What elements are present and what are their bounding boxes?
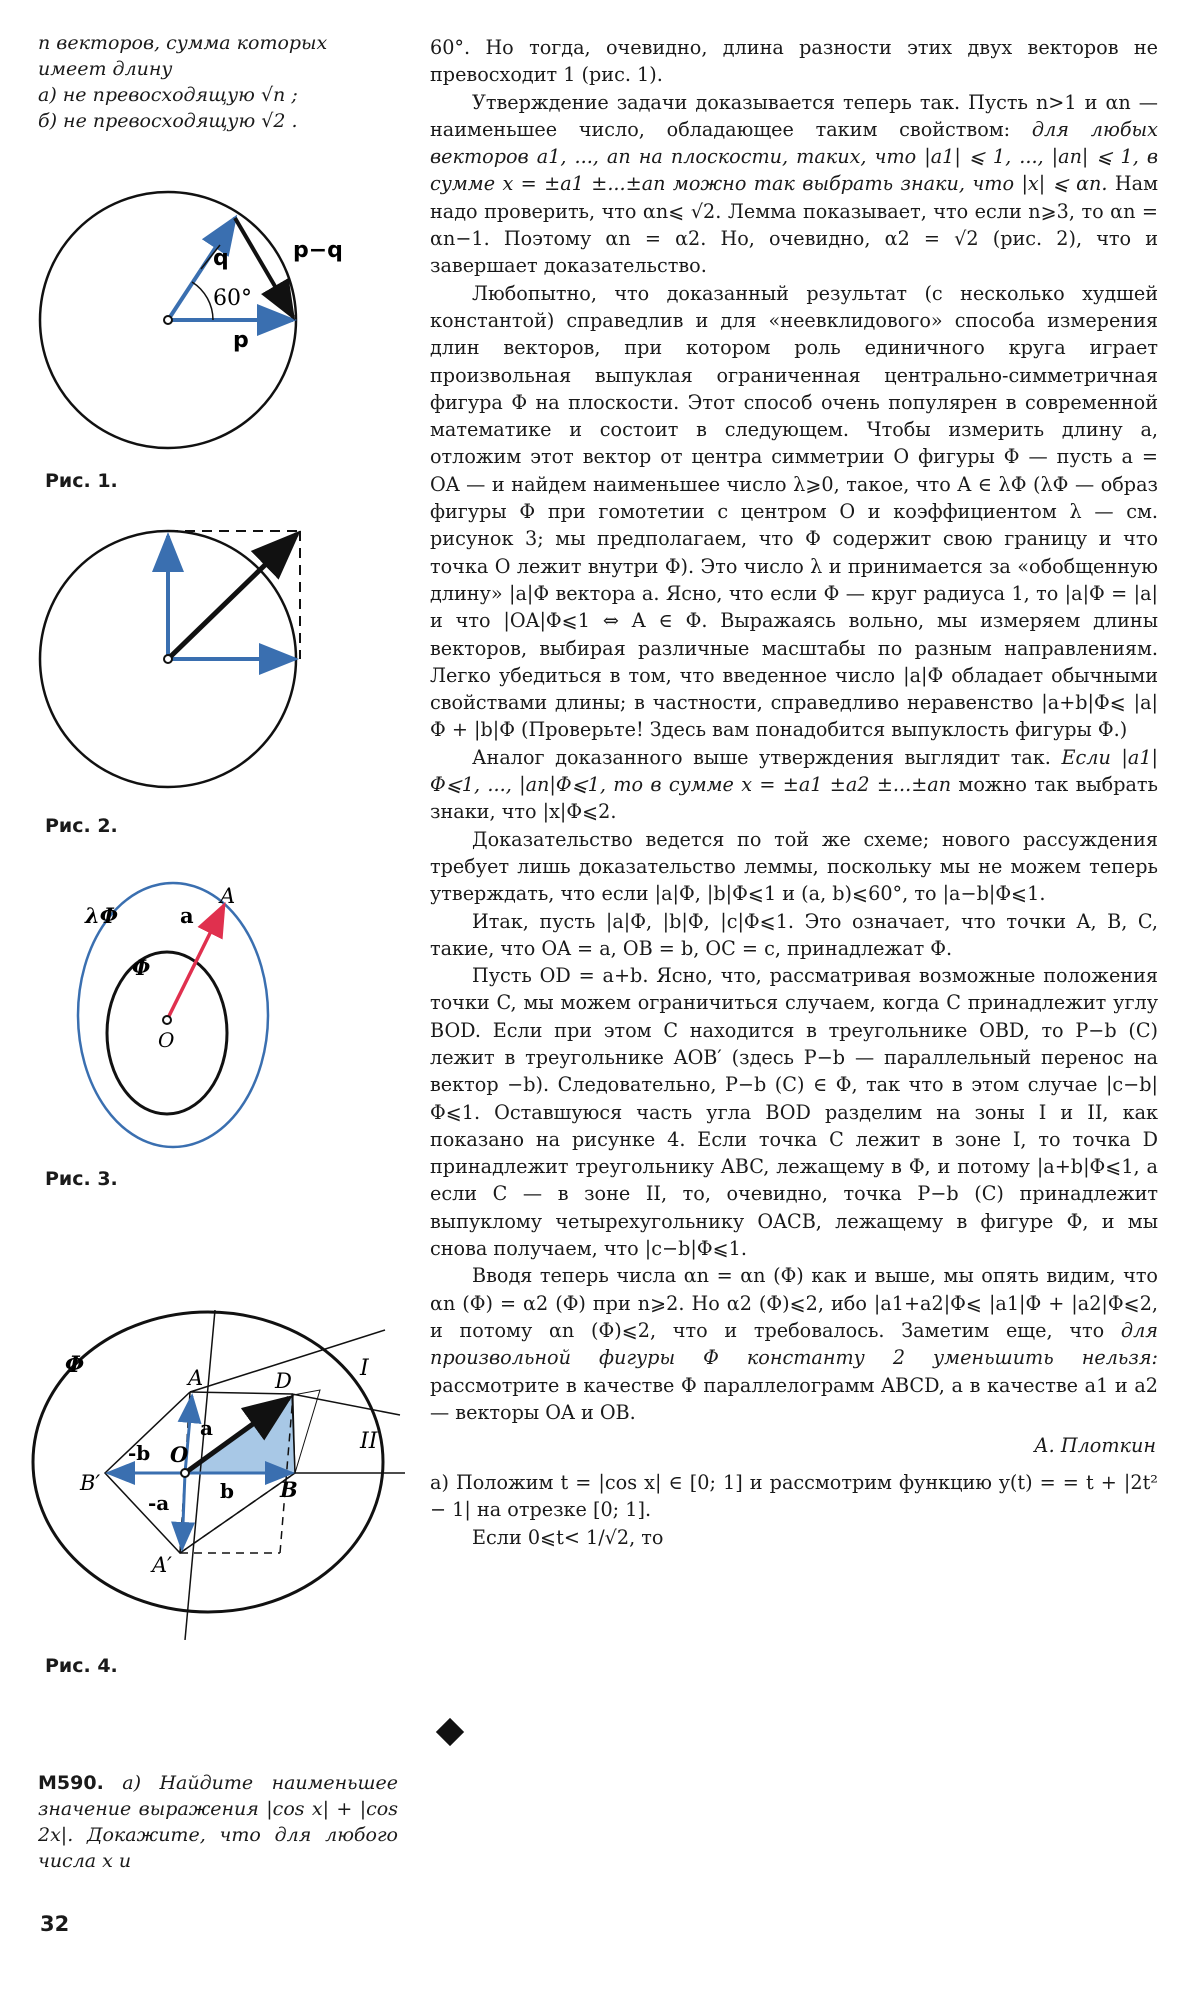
- label-lambda-phi: λΦ: [85, 903, 119, 928]
- label-A: A: [188, 1366, 204, 1390]
- page-number: 32: [40, 1912, 70, 1936]
- paragraph-6: Итак, пусть |a|Φ, |b|Φ, |c|Φ⩽1. Это означает, что точки A, B, C, такие, что OA = a, OB = b, OC = c, принадлежат Φ.: [430, 909, 1158, 960]
- problem-m590: [38, 1770, 398, 1874]
- paragraph-8: Вводя теперь числа αn = αn (Φ) как и выше, мы опять видим, что αn (Φ) = α2 (Φ) при n⩾2. Но α2 (Φ)⩽2, ибо |a1+a2|Φ⩽ |a1|Φ + |a2|Φ⩽2, и потому αn (Φ)⩽2, что и требовалось. Заметим еще, что для произвольной фигуры Φ константу 2 уменьшить нельзя: рассмотрите в качестве Φ параллелограмм ABCD, а в качестве a1 и a2 — векторы OA и OB.: [430, 1264, 1158, 1424]
- intro-line-2: имеет длину: [38, 58, 173, 80]
- label-O: O: [170, 1442, 189, 1467]
- figure-4: [30, 1310, 415, 1640]
- author-signature: А. Плоткин: [1034, 1434, 1156, 1458]
- paragraph-5: Доказательство ведется по той же схеме; нового рассуждения требует лишь доказательство леммы, поскольку мы не можем теперь утверждать, что если |a|Φ, |b|Φ⩽1 и (a, b)⩽60°, то |a−b|Φ⩽1.: [430, 827, 1158, 906]
- label-phi: Φ: [65, 1352, 85, 1378]
- label-II: II: [360, 1429, 378, 1454]
- label-A: A: [220, 884, 236, 908]
- figure-2: [35, 520, 395, 790]
- caption-fig2: Рис. 2.: [45, 815, 118, 837]
- intro-item-b: б) не превосходящую √2 .: [38, 110, 298, 132]
- paragraph-2: Утверждение задачи доказывается теперь так. Пусть n>1 и αn — наименьшее число, обладающее таким свойством: для любых векторов a1, ..., an на плоскости, таких, что |a1| ⩽ 1, ..., |an| ⩽ 1, в сумме x = ±a1 ±...±an можно так выбрать знаки, что |x| ⩽ αn. Нам надо проверить, что αn⩽ √2. Лемма показывает, что если n⩾3, то αn = αn−1. Поэтому αn = α2. Но, очевидно, α2 = √2 (рис. 2), что и завершает доказательство.: [430, 90, 1158, 278]
- label-p: p: [233, 328, 249, 353]
- label-b: b: [220, 1479, 234, 1503]
- solution-line-2: Если 0⩽t< 1/√2, то: [472, 1525, 664, 1549]
- label-angle: 60°: [213, 286, 252, 311]
- label-D: D: [275, 1369, 292, 1393]
- label-a: a: [180, 903, 194, 928]
- paragraph-4: Аналог доказанного выше утверждения выглядит так. Если |a1|Φ⩽1, ..., |an|Φ⩽1, то в сумме x = ±a1 ±a2 ±...±an можно так выбрать знаки, что |x|Φ⩽2.: [430, 745, 1158, 824]
- left-intro: [38, 30, 398, 134]
- paragraph-3: Любопытно, что доказанный результат (с несколько худшей константой) справедлив и для «неевклидового» способа измерения длин векторов, при котором роль единичного круга играет произвольная выпуклая ограниченная центрально-симметричная фигура Φ на плоскости. Этот способ очень популярен в современной математике и состоит в следующем. Чтобы измерить длину a, отложим этот вектор от центра симметрии O фигуры Φ — пусть a = OA — и найдем наименьшее число λ⩾0, такое, что A ∈ λΦ (λΦ — образ фигуры Φ при гомотетии с центром O и коэффициентом λ — см. рисунок 3; мы предполагаем, что Φ содержит свою границу и что точка O лежит внутри Φ). Это число λ и принимается за «обобщенную длину» |a|Φ вектора a. Ясно, что если Φ — круг радиуса 1, то |a|Φ = |a| и что |OA|Φ⩽1 ⇔ A ∈ Φ. Выражаясь вольно, мы измеряем длины векторов, выбирая различные масштабы по разным направлениям. Легко убедиться в том, что введенное число |a|Φ обладает обычными свойствами длины; в частности, справедливо неравенство |a+b|Φ⩽ |a|Φ + |b|Φ (Проверьте! Здесь вам понадобится выпуклость фигуры Φ.): [430, 281, 1158, 742]
- label-p-minus-q: p−q: [293, 238, 343, 263]
- label-a: a: [200, 1416, 213, 1440]
- caption-fig3: Рис. 3.: [45, 1168, 118, 1190]
- vector-a: [167, 905, 224, 1020]
- label-A-prime: A′: [152, 1553, 172, 1577]
- label-minus-a: -a: [148, 1491, 170, 1515]
- angle-arc: [192, 282, 213, 320]
- paragraph-7: Пусть OD = a+b. Ясно, что, рассматривая возможные положения точки C, мы можем ограничиться случаем, когда C принадлежит углу BOD. Если при этом C находится в треугольнике OBD, то P−b (C) лежит в треугольнике AOB′ (здесь P−b — параллельный перенос на вектор −b). Следовательно, P−b (C) ∈ Φ, так что в этом случае |c−b|Φ⩽1. Оставшуюся часть угла BOD разделим на зоны I и II, как показано на рисунке 4. Если точка C лежит в зоне I, то точка D принадлежит треугольнику ABC, лежащему в Φ, и потому |a+b|Φ⩽1, а если C — в зоне II, то, очевидно, точка P−b (C) принадлежит выпуклому четырехугольнику OACB, лежащему в фигуре Φ, и мы снова получаем, что |c−b|Φ⩽1.: [430, 964, 1158, 1261]
- intro-line-1: n векторов, сумма которых: [38, 32, 328, 54]
- problem-text: а) Найдите наименьшее значение выражения |cos x| + |cos 2x|. Докажите, что для любого числа x и: [38, 1772, 398, 1872]
- figure-1: [35, 185, 395, 465]
- caption-fig1: Рис. 1.: [45, 470, 118, 492]
- label-q: q: [213, 246, 229, 271]
- label-minus-b: -b: [128, 1441, 151, 1465]
- main-text: [430, 34, 1158, 1551]
- label-O: O: [158, 1028, 175, 1052]
- problem-number: М590.: [38, 1772, 104, 1794]
- paragraph-1: 60°. Но тогда, очевидно, длина разности этих двух векторов не превосходит 1 (рис. 1).: [430, 36, 1158, 87]
- label-phi: Φ: [132, 955, 151, 980]
- intro-item-a: а) не превосходящую √n ;: [38, 84, 298, 106]
- label-I: I: [360, 1356, 369, 1381]
- zone-hatch: [293, 1390, 320, 1473]
- section-marker-diamond: [436, 1718, 464, 1746]
- caption-fig4: Рис. 4.: [45, 1655, 118, 1677]
- label-B: B: [280, 1477, 298, 1502]
- solution-line-1: а) Положим t = |cos x| ∈ [0; 1] и рассмотрим функцию y(t) = = t + |2t² − 1| на отрезке [0; 1].: [430, 1471, 1158, 1522]
- label-B-prime: B′: [80, 1471, 101, 1495]
- vector-sum: [168, 534, 297, 659]
- figure-3: [70, 875, 320, 1155]
